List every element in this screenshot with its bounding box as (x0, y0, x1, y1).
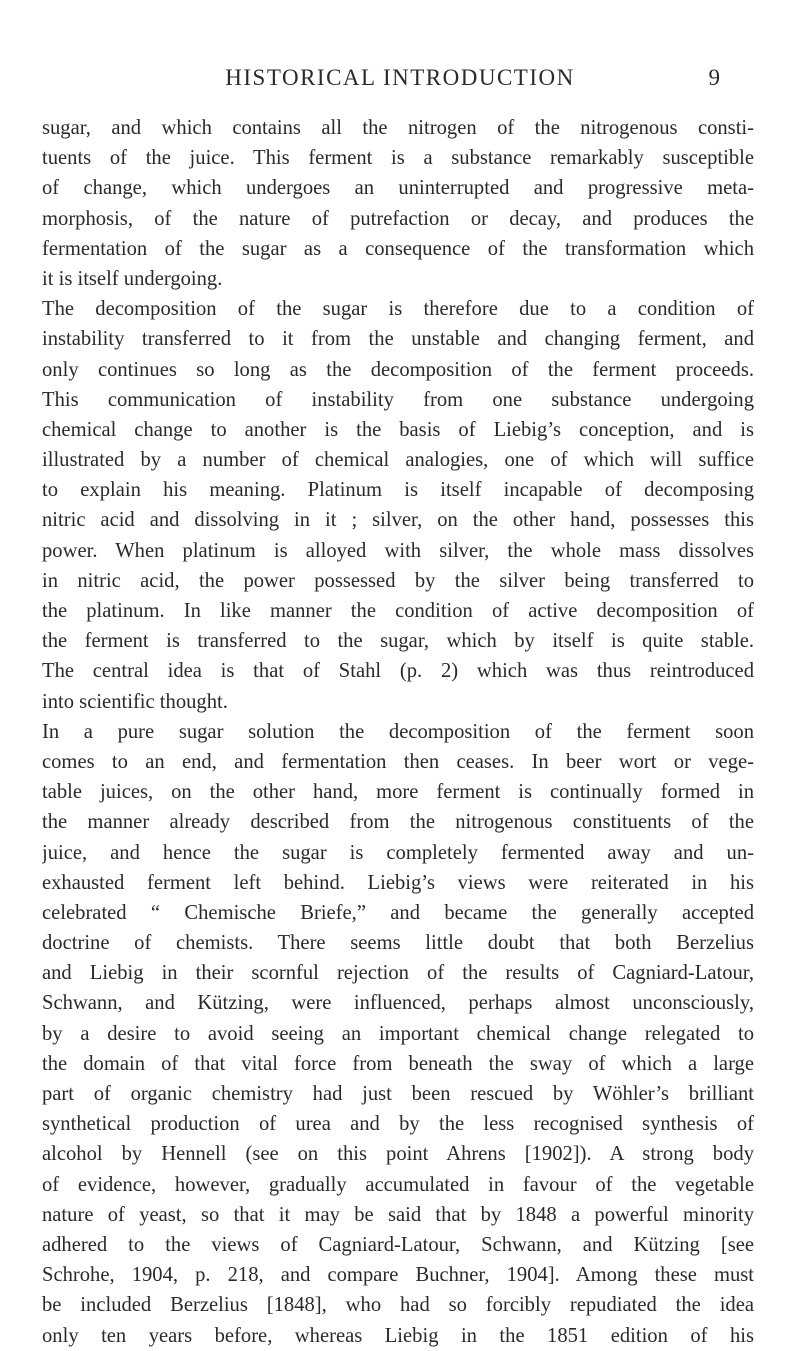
body-text (42, 113, 754, 1351)
text-line: the ferment is transferred to the sugar, which by itself is quite stable. (42, 630, 754, 653)
text-line: the manner already described from the nitrogenous constituents of the (42, 811, 754, 834)
text-line: illustrated by a number of chemical analogies, one of which will suffice (42, 449, 754, 472)
text-line: only ten years before, whereas Liebig in the 1851 edition of his (42, 1324, 754, 1347)
text-line: table juices, on the other hand, more ferment is continually formed in (42, 781, 754, 804)
text-line: of evidence, however, gradually accumulated in favour of the vegetable (42, 1173, 754, 1196)
text-line: adhered to the views of Cagniard-Latour, Schwann, and Kützing [see (42, 1233, 754, 1256)
text-line: juice, and hence the sugar is completely fermented away and un- (42, 841, 754, 864)
text-line: nature of yeast, so that it may be said that by 1848 a powerful minority (42, 1203, 754, 1226)
text-line: to explain his meaning. Platinum is itself incapable of decomposing (42, 479, 754, 502)
text-line: part of organic chemistry had just been rescued by Wöhler’s brilliant (42, 1083, 754, 1105)
text-line: by a desire to avoid seeing an important chemical change relegated to (42, 1022, 754, 1045)
text-line: celebrated “ Chemische Briefe,” and became the generally accepted (42, 901, 754, 924)
text-line: nitric acid and dissolving in it ; silver, on the other hand, possesses this (42, 509, 754, 532)
text-line: the platinum. In like manner the condition of active decomposition of (42, 600, 754, 622)
text-line: sugar, and which contains all the nitrogen of the nitrogenous consti- (42, 117, 754, 139)
text-line: This communication of instability from one substance undergoing (42, 388, 754, 411)
running-header (0, 60, 800, 100)
text-line: The decomposition of the sugar is therefore due to a condition of (42, 298, 754, 321)
text-line: it is itself undergoing. (42, 267, 223, 290)
text-line: in nitric acid, the power possessed by the silver being transferred to (42, 569, 754, 592)
text-line: exhausted ferment left behind. Liebig’s views were reiterated in his (42, 871, 754, 894)
text-line: doctrine of chemists. There seems little doubt that both Berzelius (42, 932, 754, 955)
text-line: Schrohe, 1904, p. 218, and compare Buchner, 1904]. Among these must (42, 1264, 754, 1287)
text-line: and Liebig in their scornful rejection of the results of Cagniard-Latour, (42, 962, 754, 985)
text-line: chemical change to another is the basis of Liebig’s conception, and is (42, 418, 754, 441)
text-line: comes to an end, and fermentation then ceases. In beer wort or vege- (42, 750, 754, 773)
text-line: morphosis, of the nature of putrefaction or decay, and produces the (42, 207, 754, 230)
text-line: alcohol by Hennell (see on this point Ahrens [1902]). A strong body (42, 1143, 754, 1166)
text-line: synthetical production of urea and by the less recognised synthesis of (42, 1113, 754, 1136)
text-line: power. When platinum is alloyed with silver, the whole mass dissolves (42, 539, 754, 562)
text-line: In a pure sugar solution the decomposition of the ferment soon (42, 720, 754, 743)
text-line: The central idea is that of Stahl (p. 2) which was thus reintroduced (42, 660, 754, 683)
text-line: into scientific thought. (42, 690, 228, 713)
text-line: Schwann, and Kützing, were influenced, perhaps almost unconsciously, (42, 992, 754, 1015)
text-line: the domain of that vital force from beneath the sway of which a large (42, 1052, 754, 1075)
text-line: tuents of the juice. This ferment is a substance remarkably susceptible (42, 147, 754, 170)
text-line: instability transferred to it from the unstable and changing ferment, and (42, 328, 754, 351)
chapter-title: HISTORICAL INTRODUCTION (225, 65, 575, 90)
text-line: be included Berzelius [1848], who had so forcibly repudiated the idea (42, 1294, 754, 1317)
text-line: fermentation of the sugar as a consequence of the transformation which (42, 237, 754, 260)
page-number: 9 (708, 65, 720, 90)
text-line: only continues so long as the decomposition of the ferment proceeds. (42, 358, 754, 381)
text-line: of change, which undergoes an uninterrupted and progressive meta- (42, 177, 754, 200)
